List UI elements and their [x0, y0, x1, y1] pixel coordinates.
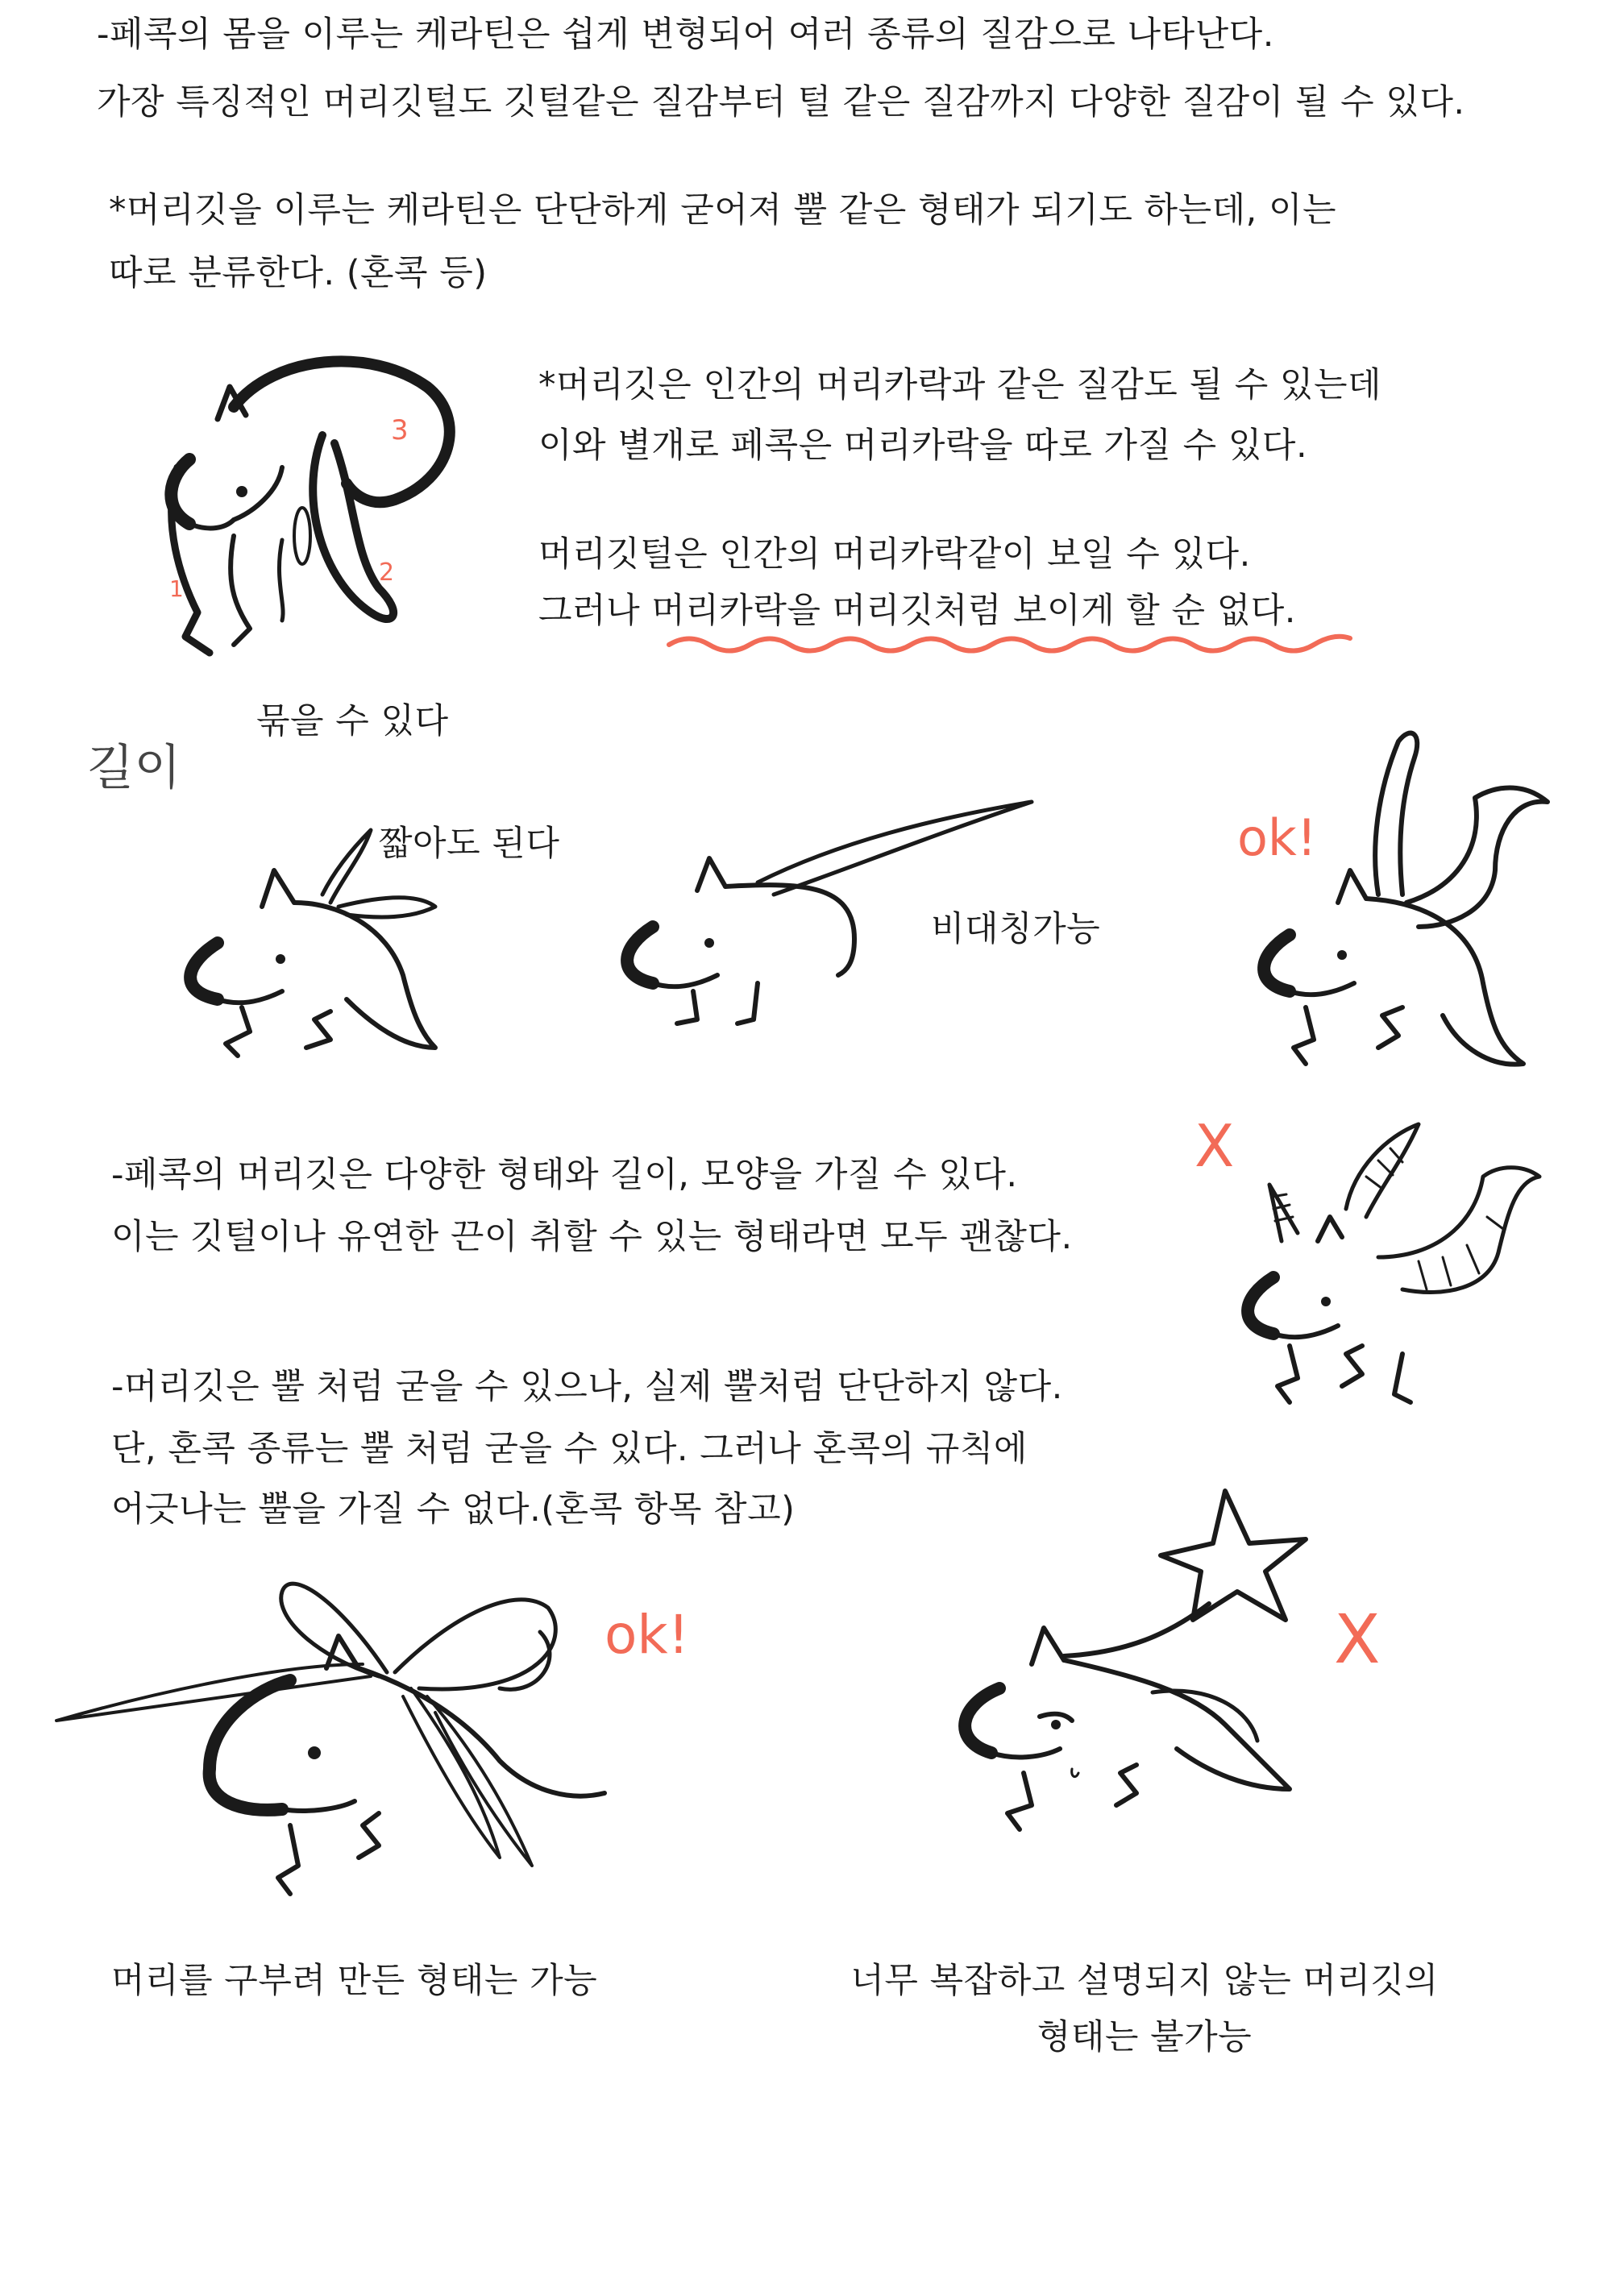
intro-line-1: -페콕의 몸을 이루는 케라틴은 쉽게 변형되어 여러 종류의 질감으로 나타난다. — [97, 15, 1274, 55]
caption-complex-line-1: 너무 복잡하고 설명되지 않는 머리깃의 — [850, 1961, 1439, 2001]
ok-mark-1: ok! — [1237, 808, 1317, 867]
x-mark-2: X — [1334, 1600, 1381, 1679]
horn-line-3: 어긋나는 뿔을 가질 수 없다.(혼콕 항목 참고) — [111, 1489, 796, 1530]
eye-icon — [236, 486, 247, 497]
creature-sketch-x-horned — [1209, 1088, 1588, 1426]
creature-sketch-ok-bow — [48, 1535, 629, 1922]
creature-sketch-ok-curled — [1217, 709, 1596, 1112]
caption-tie: 묶을 수 있다 — [256, 701, 449, 741]
creature-sketch-short — [145, 806, 516, 1080]
figure-number-3: 3 — [391, 414, 409, 446]
figure-number-1: 1 — [169, 575, 184, 602]
label-asym: 비대칭가능 — [931, 909, 1101, 949]
hair-line-4: 그러나 머리카락을 머리깃처럼 보이게 할 순 없다. — [538, 591, 1296, 631]
wavy-underline-icon — [665, 629, 1358, 661]
note-line-2: 따로 분류한다. (혼콕 등) — [109, 253, 488, 293]
creature-sketch-tied-hair — [113, 338, 532, 677]
note-line-1: *머리깃을 이루는 케라틴은 단단하게 굳어져 뿔 같은 형태가 되기도 하는데, 이는 — [109, 190, 1337, 230]
horn-line-1: -머리깃은 뿔 처럼 굳을 수 있으나, 실제 뿔처럼 단단하지 않다. — [111, 1367, 1063, 1407]
intro-line-2: 가장 특징적인 머리깃털도 깃털같은 질감부터 털 같은 질감까지 다양한 질감이 될 수 있다. — [97, 82, 1465, 122]
hair-line-3: 머리깃털은 인간의 머리카락같이 보일 수 있다. — [538, 534, 1251, 575]
ok-mark-2: ok! — [604, 1604, 690, 1666]
shape-line-1: -페콕의 머리깃은 다양한 형태와 길이, 모양을 가질 수 있다. — [111, 1155, 1018, 1195]
x-mark-1: X — [1194, 1112, 1235, 1180]
caption-bent-ok: 머리를 구부려 만든 형태는 가능 — [111, 1961, 598, 2001]
shape-line-2: 이는 깃털이나 유연한 끈이 취할 수 있는 형태라면 모두 괜찮다. — [111, 1217, 1073, 1257]
horn-line-2: 단, 혼콕 종류는 뿔 처럼 굳을 수 있다. 그러나 혼콕의 규칙에 — [111, 1429, 1028, 1469]
label-short: 짧아도 된다 — [379, 824, 560, 864]
creature-sketch-asymmetric — [596, 794, 1016, 1068]
hair-line-1: *머리깃은 인간의 머리카락과 같은 질감도 될 수 있는데 — [538, 365, 1382, 405]
creature-sketch-x-star — [870, 1483, 1322, 1886]
hair-line-2: 이와 별개로 페콕은 머리카락을 따로 가질 수 있다. — [538, 426, 1308, 466]
heading-length: 길이 — [87, 740, 181, 796]
figure-number-2: 2 — [379, 558, 395, 587]
caption-complex-line-2: 형태는 불가능 — [1037, 2017, 1253, 2057]
